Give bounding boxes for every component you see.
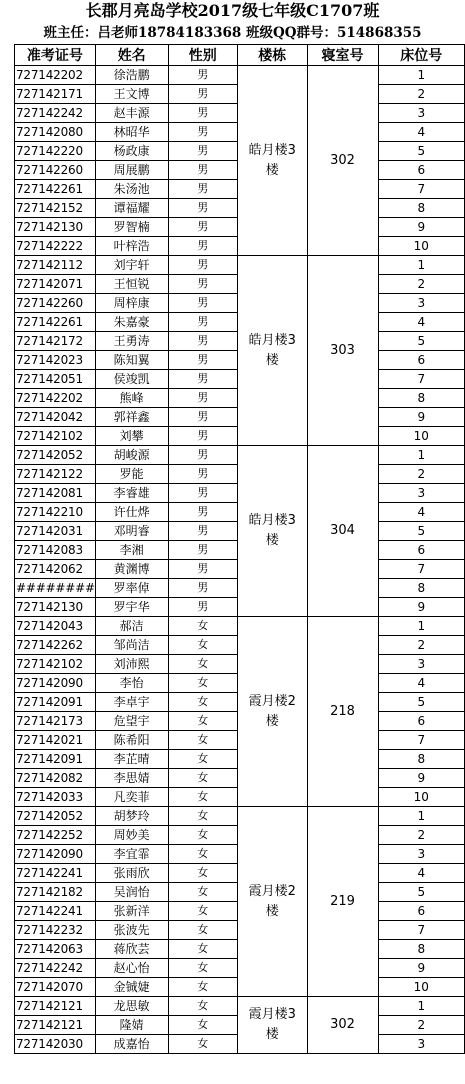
gender-cell: 男 [168, 351, 238, 370]
bed-cell: 8 [378, 579, 464, 598]
exam-id-cell: 727142182 [15, 883, 96, 902]
bed-cell: 7 [378, 731, 464, 750]
exam-id-cell: 727142121 [15, 1016, 96, 1035]
room-cell: 218 [307, 617, 378, 807]
student-name-cell: 张波先 [95, 921, 168, 940]
gender-cell: 男 [168, 66, 238, 85]
student-name-cell: 王文博 [95, 85, 168, 104]
table-row [15, 617, 465, 636]
student-name-cell: 吴润怡 [95, 883, 168, 902]
bed-cell: 6 [378, 161, 464, 180]
gender-cell: 女 [168, 788, 238, 807]
exam-id-cell: 727142031 [15, 522, 96, 541]
gender-cell: 男 [168, 579, 238, 598]
exam-id-cell: 727142080 [15, 123, 96, 142]
room-cell: 304 [307, 446, 378, 617]
bed-cell: 9 [378, 218, 464, 237]
student-name-cell: 赵丰源 [95, 104, 168, 123]
student-name-cell: 李湘 [95, 541, 168, 560]
gender-cell: 男 [168, 446, 238, 465]
gender-cell: 女 [168, 636, 238, 655]
student-name-cell: 胡峻源 [95, 446, 168, 465]
exam-id-cell: 727142252 [15, 826, 96, 845]
exam-id-cell: 727142202 [15, 389, 96, 408]
student-name-cell: 周梓康 [95, 294, 168, 313]
student-name-cell: 谭福耀 [95, 199, 168, 218]
exam-id-cell: 727142023 [15, 351, 96, 370]
gender-cell: 女 [168, 1035, 238, 1054]
header-bed: 床位号 [378, 45, 464, 66]
exam-id-cell: 727142043 [15, 617, 96, 636]
gender-cell: 女 [168, 693, 238, 712]
exam-id-cell: 727142130 [15, 218, 96, 237]
header-exam-id: 准考证号 [15, 45, 96, 66]
exam-id-cell: 727142260 [15, 294, 96, 313]
gender-cell: 男 [168, 427, 238, 446]
bed-cell: 8 [378, 199, 464, 218]
exam-id-cell: 727142033 [15, 788, 96, 807]
bed-cell: 10 [378, 978, 464, 997]
bed-cell: 6 [378, 351, 464, 370]
gender-cell: 男 [168, 598, 238, 617]
student-name-cell: 周妙美 [95, 826, 168, 845]
exam-id-cell: 727142172 [15, 332, 96, 351]
gender-cell: 女 [168, 959, 238, 978]
student-name-cell: 李卓宇 [95, 693, 168, 712]
student-name-cell: 隆婧 [95, 1016, 168, 1035]
exam-id-cell: 727142070 [15, 978, 96, 997]
building-cell: 皓月楼3楼 [238, 256, 308, 446]
bed-cell: 4 [378, 123, 464, 142]
gender-cell: 男 [168, 541, 238, 560]
student-name-cell: 叶梓浩 [95, 237, 168, 256]
bed-cell: 5 [378, 693, 464, 712]
student-name-cell: 罗智楠 [95, 218, 168, 237]
exam-id-cell: 727142210 [15, 503, 96, 522]
gender-cell: 男 [168, 85, 238, 104]
exam-id-cell: 727142112 [15, 256, 96, 275]
gender-cell: 男 [168, 313, 238, 332]
header-room: 寝室号 [307, 45, 378, 66]
table-body [15, 66, 465, 1054]
student-name-cell: 陈知翼 [95, 351, 168, 370]
gender-cell: 男 [168, 218, 238, 237]
student-name-cell: 金铖婕 [95, 978, 168, 997]
bed-cell: 2 [378, 85, 464, 104]
exam-id-cell: 727142152 [15, 199, 96, 218]
exam-id-cell: 727142052 [15, 807, 96, 826]
exam-id-cell: 727142071 [15, 275, 96, 294]
bed-cell: 1 [378, 446, 464, 465]
gender-cell: 女 [168, 902, 238, 921]
bed-cell: 7 [378, 921, 464, 940]
bed-cell: 2 [378, 275, 464, 294]
table-row [15, 997, 465, 1016]
student-name-cell: 许仕烨 [95, 503, 168, 522]
bed-cell: 1 [378, 66, 464, 85]
bed-cell: 4 [378, 503, 464, 522]
bed-cell: 8 [378, 940, 464, 959]
gender-cell: 女 [168, 807, 238, 826]
exam-id-cell: 727142090 [15, 674, 96, 693]
bed-cell: 9 [378, 959, 464, 978]
student-name-cell: 胡梦玲 [95, 807, 168, 826]
bed-cell: 8 [378, 389, 464, 408]
student-name-cell: 邹尚洁 [95, 636, 168, 655]
student-name-cell: 邓明睿 [95, 522, 168, 541]
gender-cell: 男 [168, 123, 238, 142]
exam-id-cell: 727142202 [15, 66, 96, 85]
exam-id-cell: 727142081 [15, 484, 96, 503]
room-cell: 302 [307, 997, 378, 1054]
exam-id-cell: 727142241 [15, 902, 96, 921]
exam-id-cell: 727142241 [15, 864, 96, 883]
student-name-cell: 杨政康 [95, 142, 168, 161]
exam-id-cell: 727142242 [15, 959, 96, 978]
student-name-cell: 朱嘉豪 [95, 313, 168, 332]
gender-cell: 女 [168, 617, 238, 636]
student-name-cell: 龙思敏 [95, 997, 168, 1016]
exam-id-cell: 727142052 [15, 446, 96, 465]
bed-cell: 4 [378, 313, 464, 332]
gender-cell: 男 [168, 275, 238, 294]
student-name-cell: 李睿雄 [95, 484, 168, 503]
student-name-cell: 徐浩鹏 [95, 66, 168, 85]
exam-id-cell: 727142083 [15, 541, 96, 560]
building-cell: 霞月楼3楼 [238, 997, 308, 1054]
gender-cell: 女 [168, 921, 238, 940]
student-name-cell: 危望宇 [95, 712, 168, 731]
exam-id-cell: 727142030 [15, 1035, 96, 1054]
bed-cell: 5 [378, 522, 464, 541]
bed-cell: 5 [378, 883, 464, 902]
student-name-cell: 刘沛熙 [95, 655, 168, 674]
exam-id-cell: 727142091 [15, 750, 96, 769]
gender-cell: 男 [168, 484, 238, 503]
student-name-cell: 陈希阳 [95, 731, 168, 750]
gender-cell: 男 [168, 104, 238, 123]
student-name-cell: 李芷晴 [95, 750, 168, 769]
bed-cell: 10 [378, 237, 464, 256]
student-name-cell: 刘宇轩 [95, 256, 168, 275]
gender-cell: 男 [168, 142, 238, 161]
exam-id-cell: 727142261 [15, 313, 96, 332]
student-name-cell: 周展鹏 [95, 161, 168, 180]
bed-cell: 2 [378, 826, 464, 845]
student-name-cell: 张新洋 [95, 902, 168, 921]
student-name-cell: 熊峰 [95, 389, 168, 408]
student-name-cell: 罗宇华 [95, 598, 168, 617]
exam-id-cell: 727142090 [15, 845, 96, 864]
gender-cell: 男 [168, 180, 238, 199]
table-row [15, 256, 465, 275]
student-name-cell: 赵心怡 [95, 959, 168, 978]
bed-cell: 3 [378, 1035, 464, 1054]
gender-cell: 女 [168, 978, 238, 997]
gender-cell: 男 [168, 294, 238, 313]
gender-cell: 男 [168, 161, 238, 180]
bed-cell: 7 [378, 560, 464, 579]
header-name: 姓名 [95, 45, 168, 66]
gender-cell: 男 [168, 332, 238, 351]
student-name-cell: 刘攀 [95, 427, 168, 446]
bed-cell: 8 [378, 750, 464, 769]
bed-cell: 9 [378, 408, 464, 427]
bed-cell: 1 [378, 256, 464, 275]
bed-cell: 10 [378, 427, 464, 446]
bed-cell: 3 [378, 655, 464, 674]
exam-id-cell: 727142130 [15, 598, 96, 617]
building-cell: 皓月楼3楼 [238, 446, 308, 617]
student-name-cell: 凡奕菲 [95, 788, 168, 807]
header-row [15, 45, 465, 66]
gender-cell: 女 [168, 731, 238, 750]
bed-cell: 1 [378, 997, 464, 1016]
exam-id-cell: 727142220 [15, 142, 96, 161]
gender-cell: 女 [168, 674, 238, 693]
gender-cell: 女 [168, 1016, 238, 1035]
bed-cell: 3 [378, 845, 464, 864]
gender-cell: 女 [168, 826, 238, 845]
student-name-cell: 郭祥鑫 [95, 408, 168, 427]
student-name-cell: 成嘉怡 [95, 1035, 168, 1054]
bed-cell: 7 [378, 370, 464, 389]
exam-id-cell: 727142021 [15, 731, 96, 750]
bed-cell: 5 [378, 142, 464, 161]
bed-cell: 2 [378, 1016, 464, 1035]
room-cell: 302 [307, 66, 378, 256]
exam-id-cell: 727142122 [15, 465, 96, 484]
bed-cell: 3 [378, 104, 464, 123]
student-name-cell: 罗能 [95, 465, 168, 484]
gender-cell: 男 [168, 256, 238, 275]
page-title: 长郡月亮岛学校2017级七年级C1707班 [85, 1, 380, 20]
student-name-cell: 侯竣凯 [95, 370, 168, 389]
exam-id-cell: 727142091 [15, 693, 96, 712]
gender-cell: 男 [168, 389, 238, 408]
student-name-cell: 王勇涛 [95, 332, 168, 351]
gender-cell: 男 [168, 408, 238, 427]
exam-id-cell: 727142121 [15, 997, 96, 1016]
bed-cell: 4 [378, 864, 464, 883]
bed-cell: 9 [378, 598, 464, 617]
gender-cell: 女 [168, 997, 238, 1016]
exam-id-cell: ######## [15, 579, 96, 598]
room-cell: 303 [307, 256, 378, 446]
bed-cell: 3 [378, 484, 464, 503]
building-cell: 霞月楼2楼 [238, 617, 308, 807]
bed-cell: 2 [378, 636, 464, 655]
bed-cell: 1 [378, 807, 464, 826]
header-building: 楼栋 [238, 45, 308, 66]
exam-id-cell: 727142260 [15, 161, 96, 180]
gender-cell: 女 [168, 864, 238, 883]
student-name-cell: 张雨欣 [95, 864, 168, 883]
gender-cell: 男 [168, 199, 238, 218]
gender-cell: 男 [168, 522, 238, 541]
exam-id-cell: 727142082 [15, 769, 96, 788]
exam-id-cell: 727142051 [15, 370, 96, 389]
bed-cell: 6 [378, 712, 464, 731]
gender-cell: 女 [168, 883, 238, 902]
exam-id-cell: 727142232 [15, 921, 96, 940]
exam-id-cell: 727142222 [15, 237, 96, 256]
gender-cell: 女 [168, 712, 238, 731]
exam-id-cell: 727142261 [15, 180, 96, 199]
bed-cell: 1 [378, 617, 464, 636]
exam-id-cell: 727142242 [15, 104, 96, 123]
gender-cell: 男 [168, 560, 238, 579]
dorm-assignment-table [14, 44, 465, 1054]
exam-id-cell: 727142102 [15, 655, 96, 674]
bed-cell: 2 [378, 465, 464, 484]
table-row [15, 66, 465, 85]
bed-cell: 10 [378, 788, 464, 807]
exam-id-cell: 727142173 [15, 712, 96, 731]
student-name-cell: 罗率倬 [95, 579, 168, 598]
gender-cell: 女 [168, 845, 238, 864]
bed-cell: 3 [378, 294, 464, 313]
bed-cell: 4 [378, 674, 464, 693]
gender-cell: 男 [168, 503, 238, 522]
exam-id-cell: 727142042 [15, 408, 96, 427]
bed-cell: 5 [378, 332, 464, 351]
exam-id-cell: 727142062 [15, 560, 96, 579]
student-name-cell: 李怡 [95, 674, 168, 693]
building-cell: 霞月楼2楼 [238, 807, 308, 997]
student-name-cell: 朱汤池 [95, 180, 168, 199]
gender-cell: 男 [168, 237, 238, 256]
gender-cell: 女 [168, 655, 238, 674]
gender-cell: 女 [168, 769, 238, 788]
exam-id-cell: 727142171 [15, 85, 96, 104]
gender-cell: 女 [168, 940, 238, 959]
exam-id-cell: 727142063 [15, 940, 96, 959]
table-row [15, 446, 465, 465]
gender-cell: 女 [168, 750, 238, 769]
bed-cell: 6 [378, 541, 464, 560]
table-row [15, 807, 465, 826]
bed-cell: 6 [378, 902, 464, 921]
gender-cell: 男 [168, 370, 238, 389]
student-name-cell: 郝洁 [95, 617, 168, 636]
room-cell: 219 [307, 807, 378, 997]
student-name-cell: 李宜霏 [95, 845, 168, 864]
student-name-cell: 王恒锐 [95, 275, 168, 294]
bed-cell: 7 [378, 180, 464, 199]
exam-id-cell: 727142102 [15, 427, 96, 446]
class-info: 班主任：吕老师18784183368 班级QQ群号：514868355 [43, 25, 422, 41]
exam-id-cell: 727142262 [15, 636, 96, 655]
student-name-cell: 蒋欣芸 [95, 940, 168, 959]
student-name-cell: 林昭华 [95, 123, 168, 142]
bed-cell: 9 [378, 769, 464, 788]
student-name-cell: 黄渊博 [95, 560, 168, 579]
student-name-cell: 李思婧 [95, 769, 168, 788]
header-gender: 性别 [168, 45, 238, 66]
building-cell: 皓月楼3楼 [238, 66, 308, 256]
gender-cell: 男 [168, 465, 238, 484]
